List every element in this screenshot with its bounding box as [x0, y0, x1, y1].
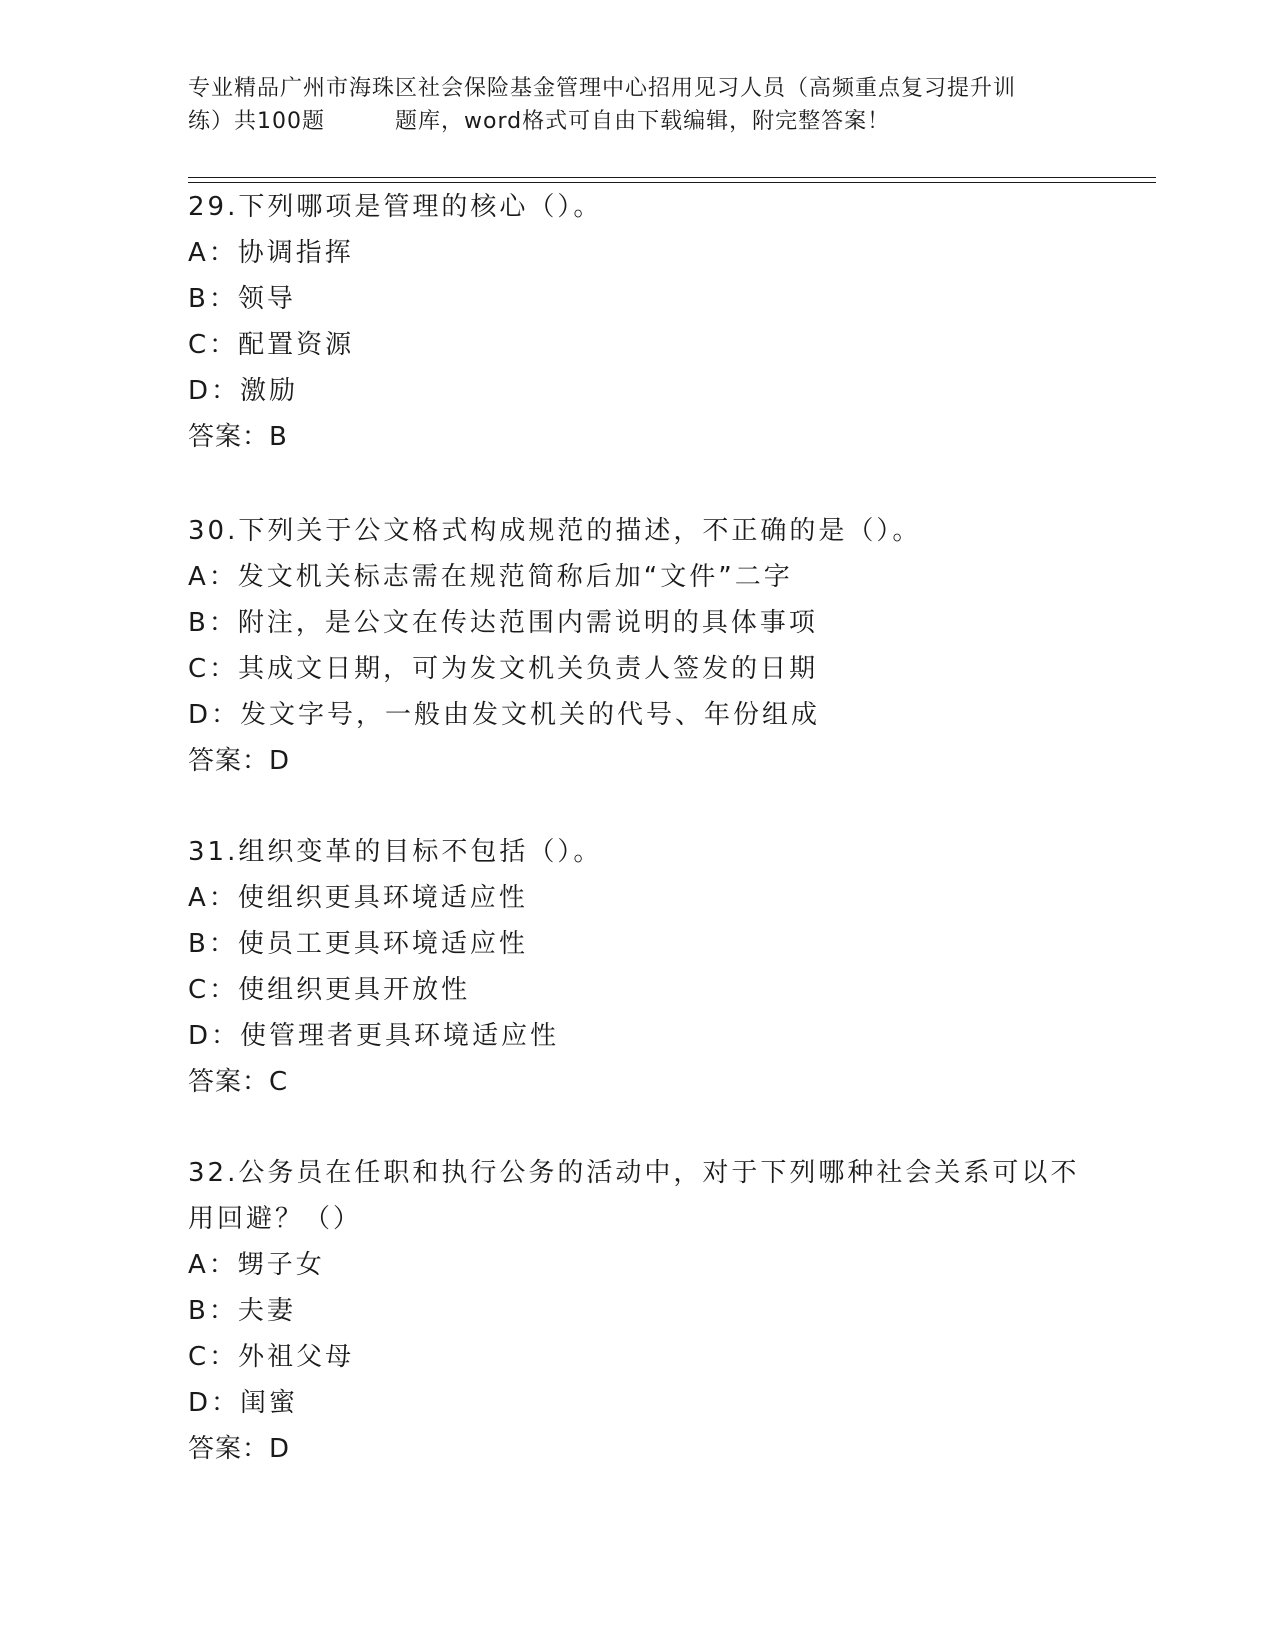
option-c: C：配置资源 — [188, 330, 355, 360]
question-stem: 32.公务员在任职和执行公务的活动中，对于下列哪种社会关系可以不 — [188, 1158, 1080, 1188]
option-b: B：领导 — [188, 284, 296, 314]
question-stem-continued: 用回避？（） — [188, 1204, 363, 1234]
option-b: B：夫妻 — [188, 1296, 296, 1326]
answer: 答案：D — [188, 1434, 291, 1464]
header-line-2-part-a: 练）共100题 — [188, 109, 325, 134]
question-31 — [188, 829, 1088, 1105]
option-a: A：使组织更具环境适应性 — [188, 883, 528, 913]
question-stem: 31.组织变革的目标不包括（）。 — [188, 837, 603, 867]
option-d: D：激励 — [188, 376, 299, 406]
option-a: A：协调指挥 — [188, 238, 354, 268]
answer: 答案：B — [188, 422, 288, 452]
header-divider-top — [188, 177, 1156, 178]
header-line-2-part-b: 题库，word格式可自由下载编辑，附完整答案！ — [395, 109, 891, 134]
question-32 — [188, 1150, 1088, 1472]
option-a: A：甥子女 — [188, 1250, 325, 1280]
document-header — [188, 72, 1088, 138]
option-b: B：使员工更具环境适应性 — [188, 929, 528, 959]
option-c: C：外祖父母 — [188, 1342, 355, 1372]
question-stem: 29.下列哪项是管理的核心（）。 — [188, 192, 603, 222]
question-stem: 30.下列关于公文格式构成规范的描述，不正确的是（）。 — [188, 516, 922, 546]
option-b: B：附注，是公文在传达范围内需说明的具体事项 — [188, 608, 818, 638]
option-d: D：闺蜜 — [188, 1388, 299, 1418]
option-d: D：使管理者更具环境适应性 — [188, 1021, 560, 1051]
question-29 — [188, 184, 1088, 460]
option-d: D：发文字号，一般由发文机关的代号、年份组成 — [188, 700, 821, 730]
header-line-2 — [188, 105, 1088, 138]
answer: 答案：D — [188, 746, 291, 776]
option-a: A：发文机关标志需在规范简称后加“文件”二字 — [188, 562, 793, 592]
option-c: C：使组织更具开放性 — [188, 975, 471, 1005]
answer: 答案：C — [188, 1067, 289, 1097]
header-line-1: 专业精品广州市海珠区社会保险基金管理中心招用见习人员（高频重点复习提升训 — [188, 76, 1017, 101]
option-c: C：其成文日期，可为发文机关负责人签发的日期 — [188, 654, 819, 684]
question-30 — [188, 508, 1088, 784]
header-divider-bottom — [188, 182, 1156, 183]
